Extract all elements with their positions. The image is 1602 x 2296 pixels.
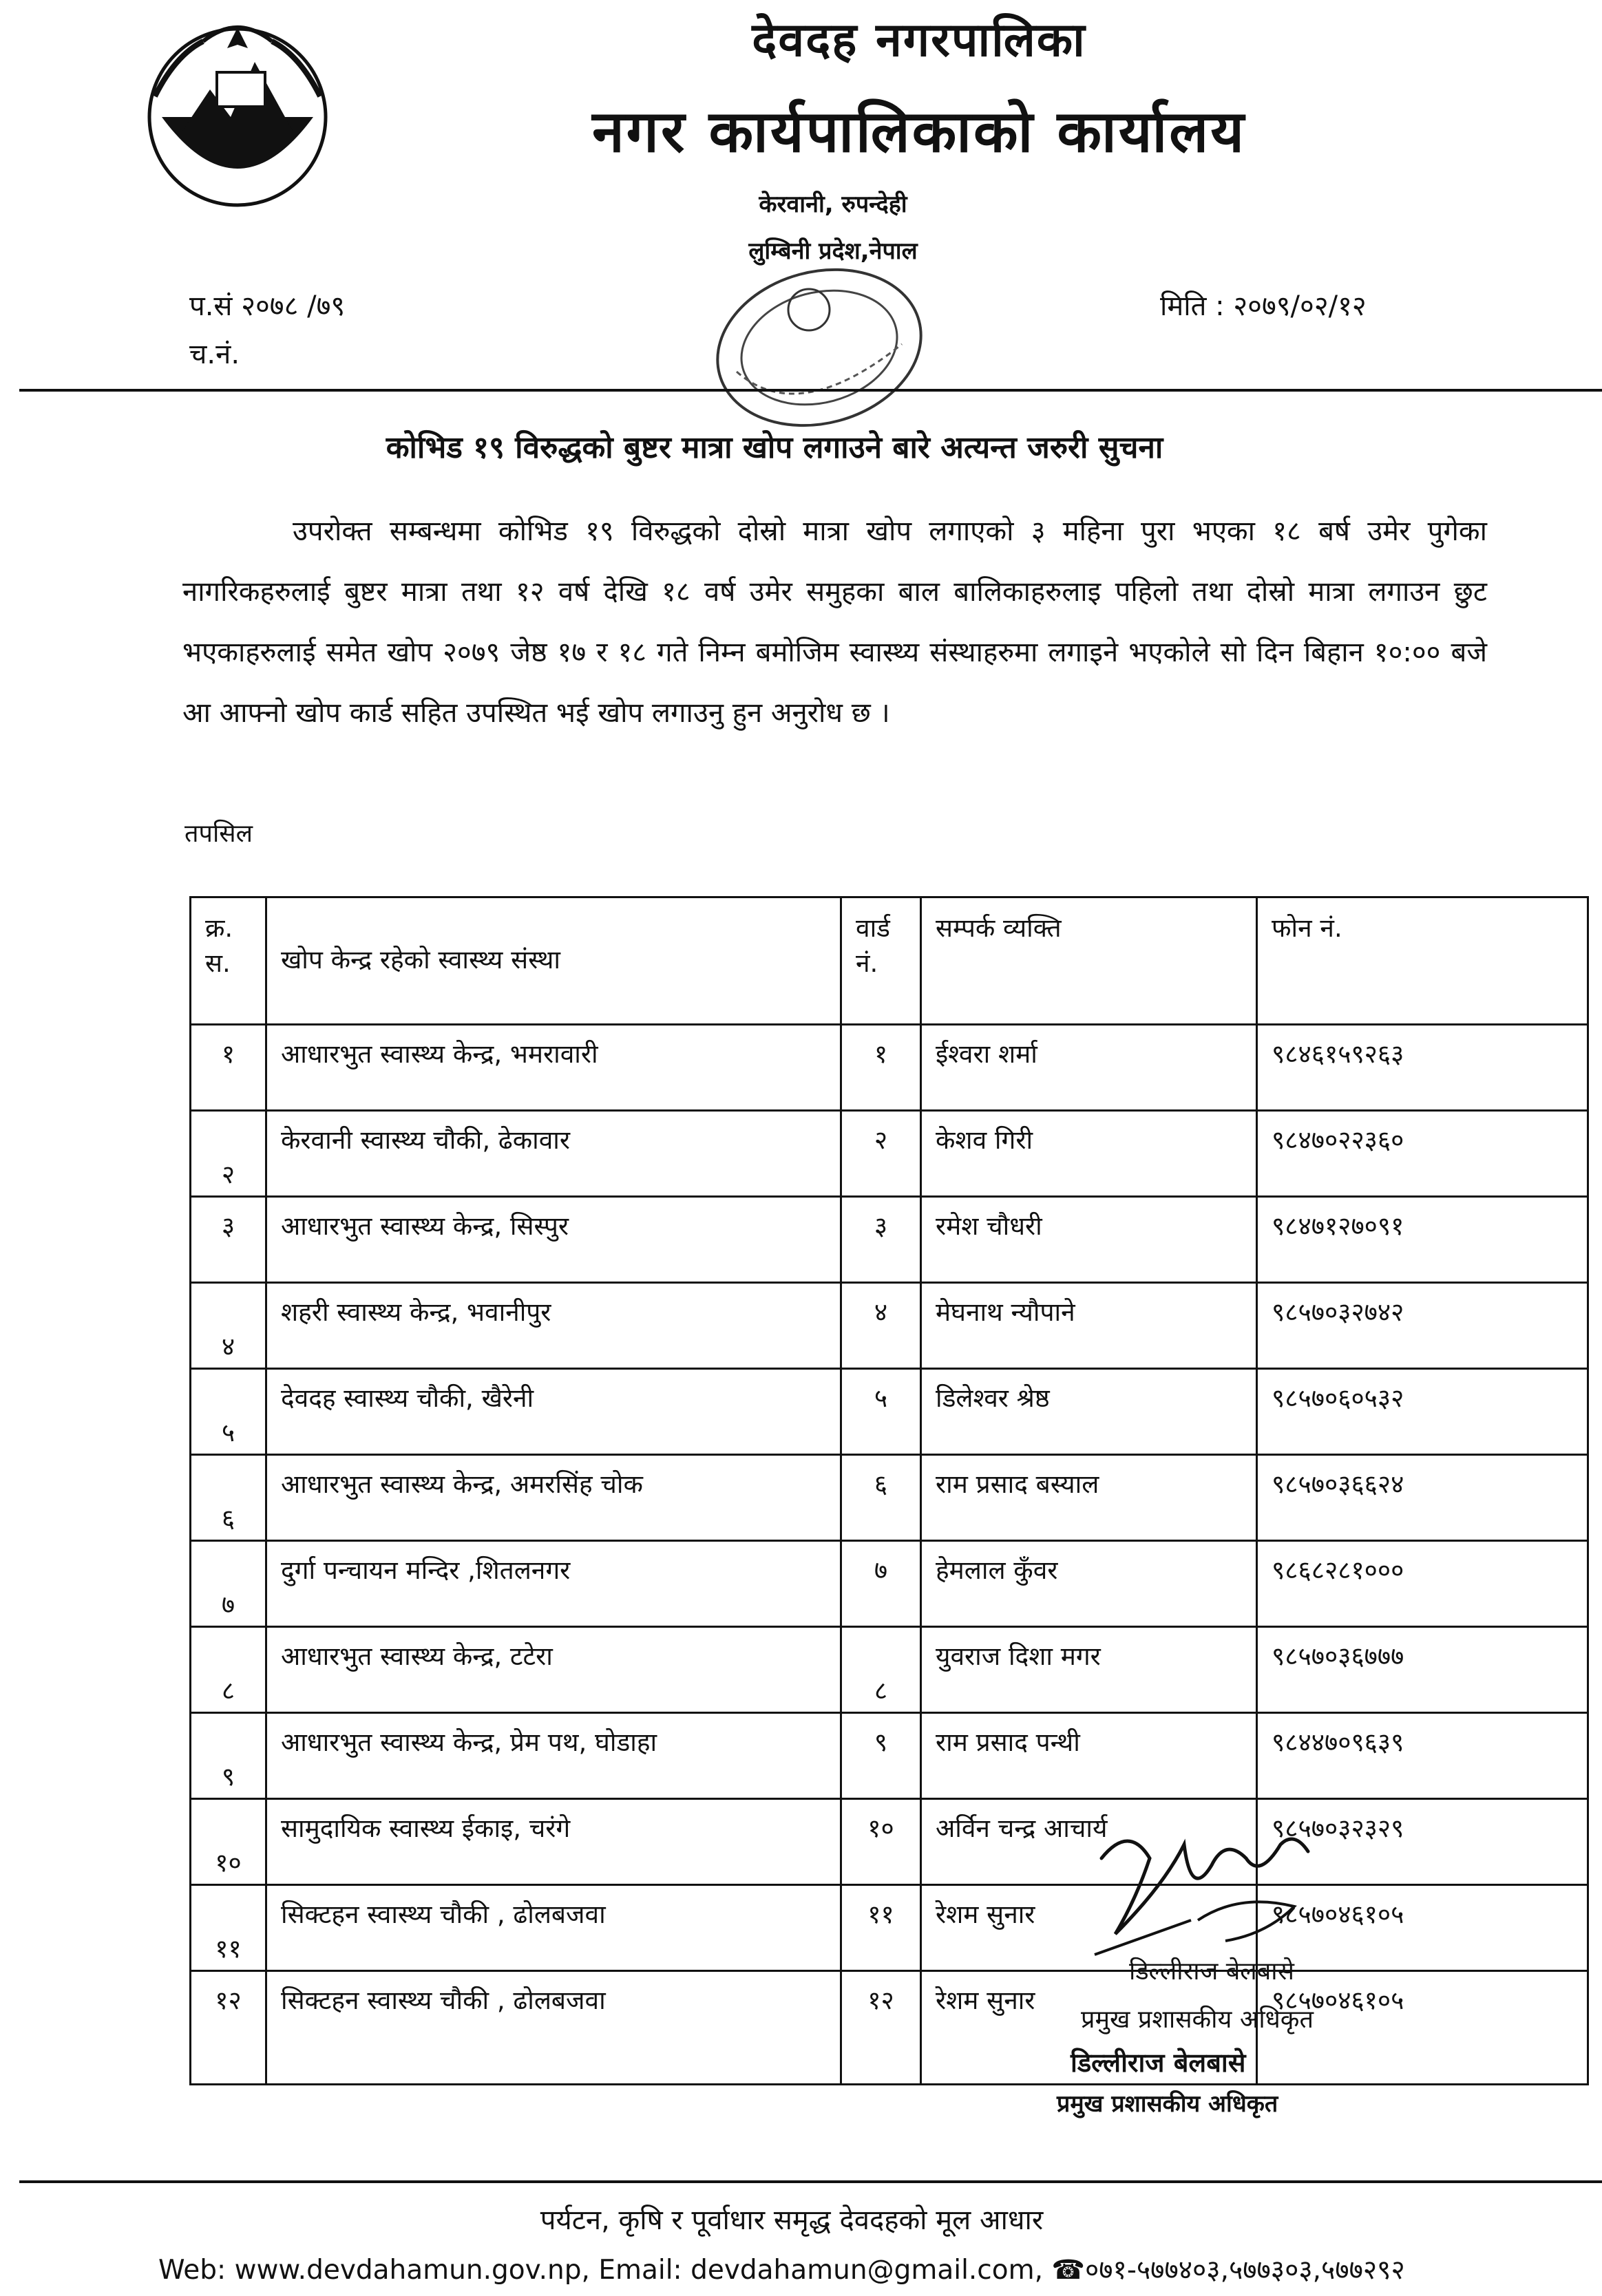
header-phone: फोन नं.	[1257, 897, 1588, 1025]
cell-ward	[841, 1799, 921, 1885]
cell-ward-text: ३	[874, 1211, 888, 1241]
cell-sn-text: ९	[221, 1762, 235, 1792]
cell-org-text: आधारभुत स्वास्थ्य केन्द्र, अमरसिंह चोक	[281, 1469, 643, 1499]
cell-sn	[191, 1111, 266, 1197]
cell-person-text: रमेश चौधरी	[936, 1211, 1042, 1241]
cell-phone	[1257, 1025, 1588, 1111]
cell-ward	[841, 1455, 921, 1541]
cell-org	[266, 1885, 841, 1971]
table-row	[191, 1885, 1588, 1971]
cell-sn	[191, 1541, 266, 1627]
cell-phone-text: ९८४४७०९६३९	[1272, 1728, 1404, 1757]
cell-sn-text: ११	[215, 1934, 242, 1964]
notice-body: उपरोक्त सम्बन्धमा कोभिड १९ विरुद्धको दोस्रो मात्रा खोप लगाएको ३ महिना पुरा भएका १८ बर्ष उमेर पुगेका नागरिकहरुलाई बुष्टर मात्रा तथा १२ वर्ष देखि १८ वर्ष उमेर समुहका बाल बालिकाहरुलाइ पहिलो तथा दोस्रो मात्रा लगाउन छुट भएकाहरुलाई समेत खोप २०७९ जेष्ठ १७ र १८ गते निम्न बमोजिम स्वास्थ्य संस्थाहरुमा लगाइने भएकोले सो दिन बिहान १०:०० बजे आ आफ्नो खोप कार्ड सहित उपस्थित भई खोप लगाउनु हुन अनुरोध छ ।	[182, 515, 1487, 729]
cell-person	[921, 1197, 1257, 1283]
cell-org	[266, 1283, 841, 1369]
cell-ward	[841, 1369, 921, 1455]
table-row	[191, 1713, 1588, 1799]
cell-ward	[841, 1111, 921, 1197]
vaccination-centers-table	[189, 896, 1589, 2085]
cell-sn-text: ७	[221, 1590, 235, 1619]
cell-ward	[841, 1627, 921, 1713]
cell-phone-text: ९८५७०४६१०५	[1272, 1986, 1404, 2015]
cell-sn-text: १	[221, 1039, 235, 1069]
cell-person-text: मेघनाथ न्यौपाने	[936, 1297, 1075, 1327]
cell-ward-text: १०	[867, 1814, 894, 1843]
cell-org-text: आधारभुत स्वास्थ्य केन्द्र, टटेरा	[281, 1641, 553, 1671]
dispatch-number: च.नं.	[189, 339, 240, 370]
handwritten-signature-icon	[1088, 1817, 1336, 1968]
cell-sn	[191, 1971, 266, 2085]
cell-person-text: अर्विन चन्द्र आचार्य	[936, 1814, 1108, 1843]
cell-sn-text: ८	[221, 1676, 235, 1705]
cell-org	[266, 1971, 841, 2085]
cell-person	[921, 1541, 1257, 1627]
cell-person-text: राम प्रसाद पन्थी	[936, 1728, 1080, 1757]
cell-sn	[191, 1713, 266, 1799]
signatory-name: डिल्लीराज बेलबासे	[1129, 1957, 1294, 1986]
cell-ward	[841, 1025, 921, 1111]
cell-sn	[191, 1025, 266, 1111]
cell-phone	[1257, 1369, 1588, 1455]
cell-org	[266, 1455, 841, 1541]
table-row	[191, 1627, 1588, 1713]
cell-sn	[191, 1369, 266, 1455]
signatory-stamp-name: डिल्लीराज बेलबासे	[1071, 2048, 1246, 2078]
cell-ward-text: ११	[867, 1900, 894, 1929]
cell-person-text: युवराज दिशा मगर	[936, 1641, 1101, 1671]
letter-date: मिति : २०७९/०२/१२	[1160, 290, 1367, 322]
notice-subject: कोभिड १९ विरुद्धको बुष्टर मात्रा खोप लगाउने बारे अत्यन्त जरुरी सुचना	[386, 430, 1163, 465]
table-row	[191, 1971, 1588, 2085]
table-row	[191, 1455, 1588, 1541]
cell-phone-text: ९८४७१२७०९१	[1272, 1211, 1404, 1241]
cell-ward-text: ६	[874, 1469, 888, 1499]
table-row	[191, 1283, 1588, 1369]
cell-person-text: रेशम सुनार	[936, 1900, 1035, 1929]
cell-ward-text: ४	[874, 1297, 888, 1327]
cell-org	[266, 1713, 841, 1799]
cell-person	[921, 1455, 1257, 1541]
cell-phone	[1257, 1455, 1588, 1541]
cell-phone	[1257, 1541, 1588, 1627]
header-divider	[19, 389, 1602, 392]
cell-person-text: हेमलाल कुँवर	[936, 1555, 1058, 1585]
address-line-2: लुम्बिनी प्रदेश,नेपाल	[748, 237, 918, 265]
cell-ward-text: ७	[874, 1555, 888, 1585]
executive-office-title: नगर कार्यपालिकाको कार्यालय	[592, 98, 1246, 165]
cell-sn	[191, 1799, 266, 1885]
cell-phone	[1257, 1111, 1588, 1197]
footer-divider	[19, 2180, 1602, 2183]
cell-phone	[1257, 1713, 1588, 1799]
cell-person	[921, 1627, 1257, 1713]
cell-ward-text: ८	[874, 1676, 888, 1705]
cell-person	[921, 1283, 1257, 1369]
cell-org	[266, 1025, 841, 1111]
cell-sn	[191, 1627, 266, 1713]
letter-number: प.सं २०७८ /७९	[189, 290, 346, 322]
cell-org-text: शहरी स्वास्थ्य केन्द्र, भवानीपुर	[281, 1297, 551, 1327]
cell-org-text: सिक्टहन स्वास्थ्य चौकी , ढोलबजवा	[281, 1900, 606, 1929]
footer-contacts: Web: www.devdahamun.gov.np, Email: devdahamun@gmail.com, ☎०७१-५७७४०३,५७७३०३,५७७२९२	[158, 2255, 1405, 2286]
address-line-1: केरवानी, रुपन्देही	[759, 191, 907, 218]
cell-org-text: देवदह स्वास्थ्य चौकी, खैरेनी	[281, 1383, 534, 1413]
cell-phone-text: ९८४६१५९२६३	[1272, 1039, 1404, 1069]
cell-sn-text: १०	[215, 1848, 242, 1878]
table-row	[191, 1197, 1588, 1283]
cell-ward-text: १	[874, 1039, 888, 1069]
cell-ward	[841, 1971, 921, 2085]
footer-motto: पर्यटन, कृषि र पूर्वाधार समृद्ध देवदहको मूल आधार	[540, 2204, 1044, 2236]
cell-ward-text: २	[874, 1125, 888, 1155]
cell-sn	[191, 1885, 266, 1971]
cell-phone-text: ९८४७०२२३६०	[1272, 1125, 1404, 1155]
cell-ward	[841, 1885, 921, 1971]
cell-org	[266, 1799, 841, 1885]
cell-person-text: केशव गिरी	[936, 1125, 1033, 1155]
cell-sn	[191, 1455, 266, 1541]
cell-phone-text: ९८५७०३६७७७	[1272, 1641, 1404, 1671]
office-name: देवदह नगरपालिका	[752, 13, 1086, 67]
signatory-stamp-title: प्रमुख प्रशासकीय अधिकृत	[1057, 2090, 1278, 2118]
cell-org-text: आधारभुत स्वास्थ्य केन्द्र, प्रेम पथ, घोडाहा	[281, 1728, 657, 1757]
cell-person-text: राम प्रसाद बस्याल	[936, 1469, 1099, 1499]
cell-org-text: आधारभुत स्वास्थ्य केन्द्र, भमरावारी	[281, 1039, 598, 1069]
cell-person-text: ईश्वरा शर्मा	[936, 1039, 1037, 1069]
cell-person	[921, 1713, 1257, 1799]
annex-label: तपसिल	[185, 820, 253, 848]
cell-ward-text: ५	[874, 1383, 888, 1413]
cell-org-text: सामुदायिक स्वास्थ्य ईकाइ, चरंगे	[281, 1814, 571, 1843]
cell-ward	[841, 1713, 921, 1799]
cell-org-text: सिक्टहन स्वास्थ्य चौकी , ढोलबजवा	[281, 1986, 606, 2015]
cell-ward	[841, 1541, 921, 1627]
cell-person-text: डिलेश्वर श्रेष्ठ	[936, 1383, 1050, 1413]
cell-phone	[1257, 1627, 1588, 1713]
cell-org	[266, 1369, 841, 1455]
cell-sn-text: ५	[221, 1418, 235, 1447]
table-header-row	[191, 897, 1588, 1025]
cell-org	[266, 1197, 841, 1283]
cell-sn-text: ६	[221, 1504, 235, 1533]
cell-phone-text: ९८५७०४६१०५	[1272, 1900, 1404, 1929]
cell-person-text: रेशम सुनार	[936, 1986, 1035, 2015]
cell-org	[266, 1111, 841, 1197]
cell-sn-text: ३	[221, 1211, 235, 1241]
cell-phone-text: ९८६८२८१०००	[1272, 1555, 1404, 1585]
cell-phone-text: ९८५७०३२३२९	[1272, 1814, 1404, 1843]
cell-ward	[841, 1283, 921, 1369]
header-person: सम्पर्क व्यक्ति	[921, 897, 1257, 1025]
table-row	[191, 1541, 1588, 1627]
cell-person	[921, 1369, 1257, 1455]
table-row	[191, 1025, 1588, 1111]
table-row	[191, 1369, 1588, 1455]
cell-person	[921, 1111, 1257, 1197]
cell-sn-text: २	[221, 1160, 235, 1189]
office-round-stamp-icon	[695, 262, 943, 440]
cell-ward-text: १२	[867, 1986, 894, 2015]
header-sn: क्र. स.	[191, 897, 266, 1025]
cell-phone	[1257, 1283, 1588, 1369]
cell-person	[921, 1025, 1257, 1111]
cell-org	[266, 1627, 841, 1713]
table-row	[191, 1111, 1588, 1197]
cell-org-text: केरवानी स्वास्थ्य चौकी, ढेकावार	[281, 1125, 571, 1155]
cell-sn-text: ४	[221, 1332, 235, 1361]
cell-org-text: दुर्गा पन्चायन मन्दिर ,शितलनगर	[281, 1555, 571, 1585]
nepal-emblem-icon	[134, 14, 341, 213]
signatory-title: प्रमुख प्रशासकीय अधिकृत	[1081, 2006, 1314, 2034]
cell-ward	[841, 1197, 921, 1283]
cell-phone	[1257, 1197, 1588, 1283]
header-org: खोप केन्द्र रहेको स्वास्थ्य संस्था	[266, 897, 841, 1025]
cell-sn	[191, 1197, 266, 1283]
header-ward: वार्ड नं.	[841, 897, 921, 1025]
table-row	[191, 1799, 1588, 1885]
cell-sn-text: १२	[215, 1986, 242, 2015]
cell-org-text: आधारभुत स्वास्थ्य केन्द्र, सिस्पुर	[281, 1211, 569, 1241]
cell-org	[266, 1541, 841, 1627]
cell-phone-text: ९८५७०३६६२४	[1272, 1469, 1404, 1499]
cell-phone-text: ९८५७०६०५३२	[1272, 1383, 1404, 1413]
cell-phone-text: ९८५७०३२७४२	[1272, 1297, 1404, 1327]
cell-ward-text: ९	[874, 1728, 888, 1757]
cell-sn	[191, 1283, 266, 1369]
